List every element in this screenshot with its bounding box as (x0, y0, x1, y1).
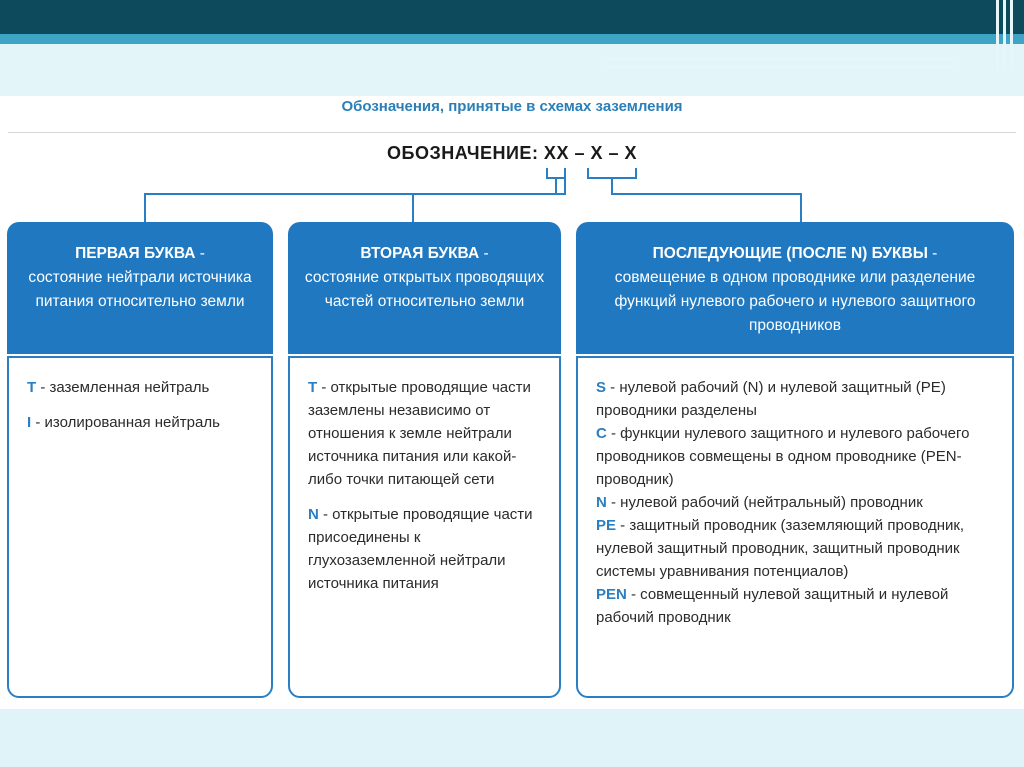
code-label: T (308, 379, 318, 396)
connector-third (612, 178, 801, 222)
code-label: C (596, 425, 607, 442)
designation-formula: ОБОЗНАЧЕНИЕ: ХХ – Х – Х (387, 143, 637, 163)
connector-first (145, 178, 556, 222)
bracket-first-pair (547, 168, 565, 178)
connector-second (413, 178, 565, 222)
subsequent-letters-body (576, 356, 1014, 698)
code-label: PE (596, 517, 617, 534)
code-label: N (308, 506, 319, 523)
list-item (596, 491, 988, 514)
second-letter-header (288, 222, 561, 354)
first-letter-header (7, 222, 273, 354)
list-item (596, 514, 988, 583)
list-item (596, 583, 988, 629)
list-item (27, 376, 255, 399)
item-text: - открытые проводящие части присоединены к глухозаземленной нейтрали источника питания (308, 506, 533, 592)
item-text: - изолированная нейтраль (31, 414, 220, 431)
code-label: S (596, 379, 607, 396)
code-label: N (596, 494, 607, 511)
second-letter-title: ВТОРАЯ БУКВА (360, 245, 480, 262)
first-letter-body (7, 356, 273, 698)
second-letter-description: состояние открытых проводящих частей относительно земли (304, 269, 545, 310)
header-separator: - (195, 245, 205, 262)
item-text: - нулевой рабочий (нейтральный) проводник (606, 494, 923, 511)
first-letter-title: ПЕРВАЯ БУКВА (75, 245, 196, 262)
list-item (308, 503, 537, 595)
item-text: - функции нулевого защитного и нулевого рабочего проводников совмещены в одном проводнике (PEN-проводник) (596, 425, 970, 488)
item-text: - совмещенный нулевой защитный и нулевой рабочий проводник (596, 586, 949, 626)
diagram-subtitle: Обозначения, принятые в схемах заземления (341, 98, 683, 115)
code-label: PEN (596, 586, 627, 603)
subsequent-letters-description: совмещение в одном проводнике или разделение функций нулевого рабочего и нулевого защитного проводников (614, 269, 976, 334)
subsequent-letters-title: ПОСЛЕДУЮЩИЕ (ПОСЛЕ N) БУКВЫ (652, 245, 928, 262)
item-text: - защитный проводник (заземляющий проводник, нулевой защитный проводник, защитный проводник системы уравнивания потенциалов) (596, 517, 965, 580)
subsequent-letters-header (576, 222, 1014, 354)
header-separator: - (927, 245, 938, 262)
list-item (596, 376, 988, 422)
item-text: - нулевой рабочий (N) и нулевой защитный (PE) проводники разделены (596, 379, 946, 419)
list-item (308, 376, 537, 491)
list-item (27, 411, 255, 434)
list-item (596, 422, 988, 491)
item-text: - открытые проводящие части заземлены независимо от отношения к земле нейтрали источника питания или какой-либо точки питающей сети (308, 379, 531, 488)
header-separator: - (479, 245, 489, 262)
item-text: - заземленная нейтраль (36, 379, 210, 396)
bracket-last-pair (588, 168, 636, 178)
code-label: T (27, 379, 37, 396)
code-label: I (27, 414, 32, 431)
first-letter-description: состояние нейтрали источника питания относительно земли (28, 269, 252, 310)
second-letter-body (288, 356, 561, 698)
